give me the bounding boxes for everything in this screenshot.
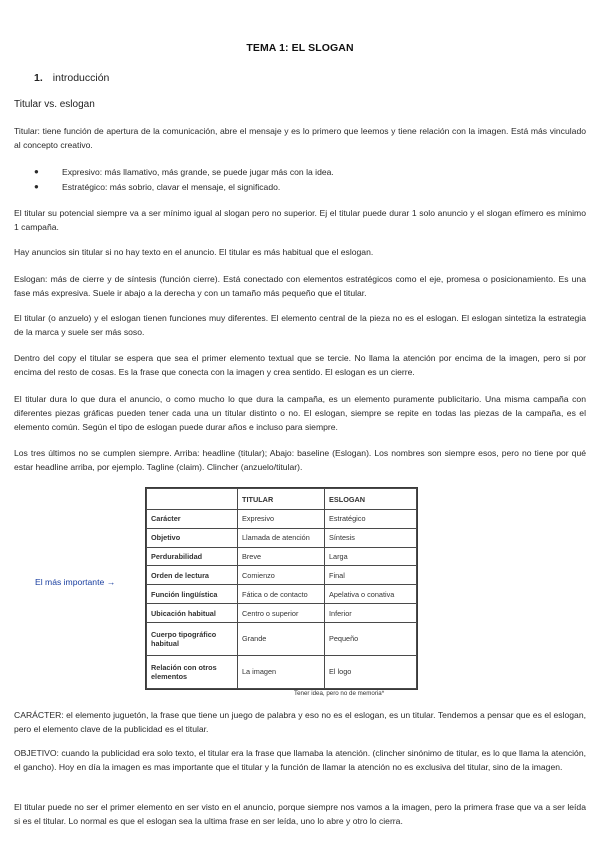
table-cell: Larga xyxy=(325,547,417,566)
table-row xyxy=(147,604,417,623)
paragraph-potencial: El titular su potencial siempre va a ser mínimo igual al slogan pero no superior. Ej el titular puede durar 1 solo anuncio y el slogan efímero es mínimo 1 campaña. xyxy=(14,208,586,232)
table-cell: Expresivo xyxy=(238,510,325,529)
list-item xyxy=(34,165,574,180)
table-row xyxy=(147,655,417,688)
table-cell: La imagen xyxy=(238,655,325,688)
table-row-header: Carácter xyxy=(147,510,238,529)
table-row-header: Perdurabilidad xyxy=(147,547,238,566)
bullet-icon: ● xyxy=(34,181,39,191)
table-row xyxy=(147,547,417,566)
table-cell: Fática o de contacto xyxy=(238,585,325,604)
table-row-header: Cuerpo tipográfico habitual xyxy=(147,622,238,655)
page-title: TEMA 1: EL SLOGAN xyxy=(246,42,354,54)
table-row-header: Objetivo xyxy=(147,528,238,547)
paragraph-titular: Titular: tiene función de apertura de la comunicación, abre el mensaje y es lo primero que leemos y tiene relación con la imagen. Está más vinculado al concepto creativo. xyxy=(14,126,586,150)
table-row-header: Función lingüística xyxy=(147,585,238,604)
table-cell: Inferior xyxy=(325,604,417,623)
table-cell: Centro o superior xyxy=(238,604,325,623)
table-cell: Final xyxy=(325,566,417,585)
table-row xyxy=(147,622,417,655)
paragraph-caracter: CARÁCTER: el elemento juguetón, la frase que tiene un juego de palabra y eso no es el eslogan, es un titular. Tendemos a pensar que es el eslogan, pero el elemento clave de la publicidad es el titular. xyxy=(14,710,586,734)
table-note: Tener idea, pero no de memoria* xyxy=(294,690,385,697)
table-header-cell: TITULAR xyxy=(238,489,325,510)
paragraph-objetivo: OBJETIVO: cuando la publicidad era solo texto, el titular era la frase que llamaba la atención. (clincher sinónimo de titular, es lo que llama la atención, el gancho). Hoy en día la imagen es mas importante que el titular y la función de llamar la atención no es exclusiva del titular, sino de la imagen. xyxy=(14,748,586,772)
table-row xyxy=(147,585,417,604)
paragraph-anuncios: Hay anuncios sin titular si no hay texto en el anuncio. El titular es más habitual que el eslogan. xyxy=(14,247,374,257)
paragraph-anzuelo: El titular (o anzuelo) y el eslogan tienen funciones muy diferentes. El elemento central de la pieza no es el eslogan. El eslogan sintetiza la estrategia de la marca y suele ser más soso. xyxy=(14,313,586,337)
table-row-header: Ubicación habitual xyxy=(147,604,238,623)
list-item-text: Estratégico: más sobrio, clavar el mensaje, el significado. xyxy=(62,181,281,192)
table-cell: Llamada de atención xyxy=(238,528,325,547)
list-item xyxy=(34,180,574,195)
comparison-table xyxy=(145,487,418,690)
table-cell: Apelativa o conativa xyxy=(325,585,417,604)
table-cell: Estratégico xyxy=(325,510,417,529)
table-row xyxy=(147,566,417,585)
section-number: 1. xyxy=(34,72,43,84)
subtitle: Titular vs. eslogan xyxy=(14,99,95,110)
side-label: El más importante → xyxy=(35,577,116,587)
table-row xyxy=(147,528,417,547)
table-cell: Grande xyxy=(238,622,325,655)
table-cell: El logo xyxy=(325,655,417,688)
list-item-text: Expresivo: más llamativo, más grande, se puede jugar más con la idea. xyxy=(62,167,334,177)
paragraph-tres: Los tres últimos no se cumplen siempre. Arriba: headline (titular); Abajo: baseline (Eslogan). Los nombres son siempre esos, pero no tiene por qué estar headline arriba, por ejemplo. Tagline (claim). Clincher (anzuelo/titular). xyxy=(14,448,586,472)
table-header-row xyxy=(147,489,417,510)
paragraph-copy: Dentro del copy el titular se espera que sea el primer elemento textual que se tercie. No llama la atención por encima de la imagen, pero si por encima del resto de cosas. Es la frase que conecta con la imagen y crea sentido. El eslogan es un cierre. xyxy=(14,353,586,377)
table-header-cell: ESLOGAN xyxy=(325,489,417,510)
paragraph-final: El titular puede no ser el primer elemento en ser visto en el anuncio, porque siempre nos vamos a la imagen, pero la primera frase que va a ser leída si es el titular. Lo normal es que el eslogan sea la ultima frase en ser leída, uno lo abre y otro lo cierra. xyxy=(14,802,586,826)
table-cell: Breve xyxy=(238,547,325,566)
bullet-list xyxy=(34,165,574,194)
table-row xyxy=(147,510,417,529)
table-row-header: Relación con otros elementos xyxy=(147,655,238,688)
table-cell: Pequeño xyxy=(325,622,417,655)
paragraph-dura: El titular dura lo que dura el anuncio, o como mucho lo que dura la campaña, es un elemento puramente publicitario. Una misma campaña con diferentes piezas gráficas pueden tener cada una un titular distinto o no. El eslogan, siempre se repite en todas las piezas de la campaña, es el elemento común. Según el tipo de eslogan puede durar años e incluso para siempre. xyxy=(14,394,586,432)
section-heading xyxy=(34,72,109,84)
table-cell: Comienzo xyxy=(238,566,325,585)
paragraph-eslogan: Eslogan: más de cierre y de síntesis (función cierre). Está conectado con elementos estratégicos como el eje, promesa o posicionamiento. Es una fase más expresiva. Suele ir abajo a la derecha y con un tamaño más pequeño que el titular. xyxy=(14,274,586,298)
section-title: introducción xyxy=(52,72,110,84)
table-row-header: Orden de lectura xyxy=(147,566,238,585)
table-cell: Síntesis xyxy=(325,528,417,547)
table-header-cell xyxy=(147,489,238,510)
bullet-icon: ● xyxy=(34,167,39,176)
